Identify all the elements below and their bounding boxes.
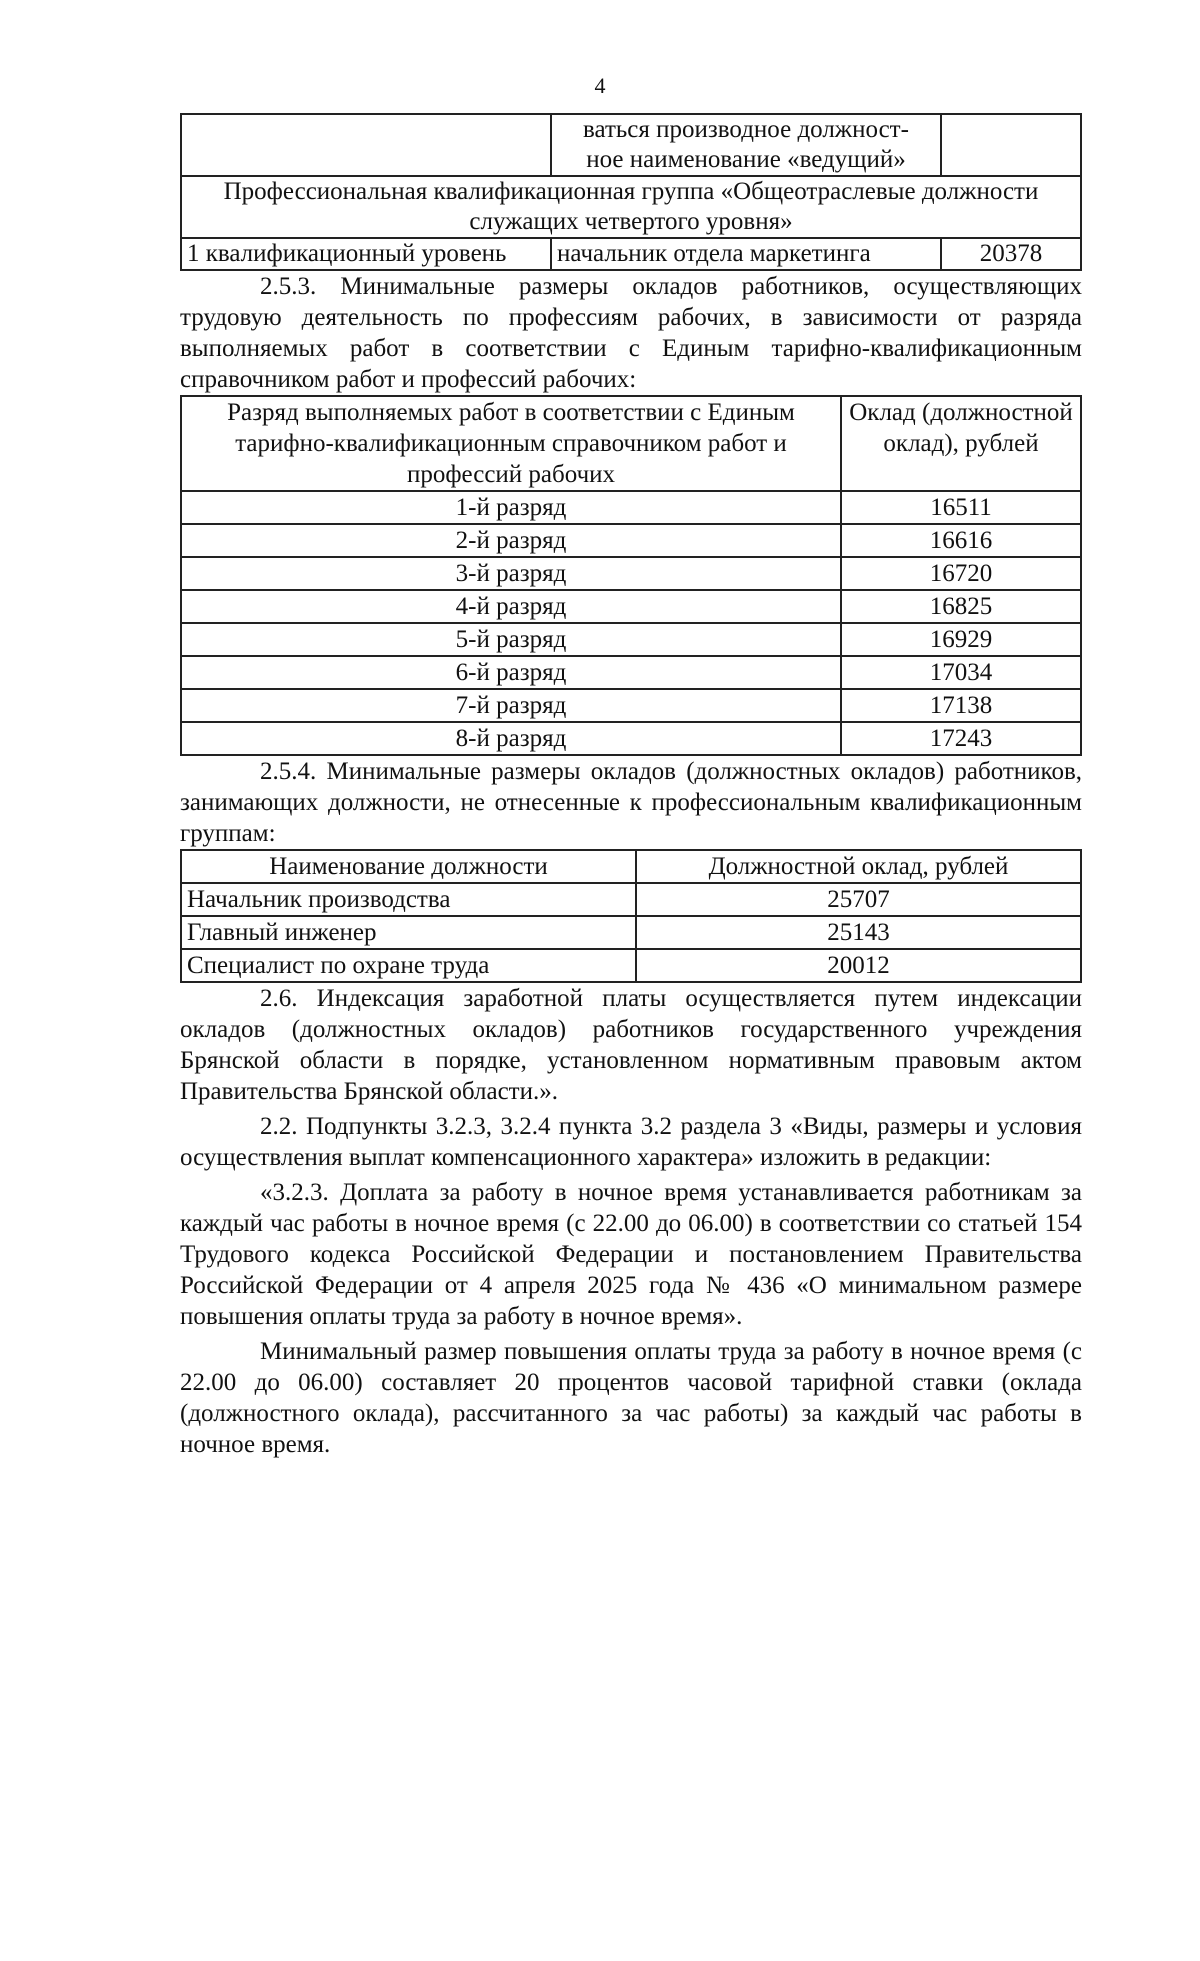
- table-row: [181, 916, 1081, 949]
- table-row: [181, 491, 1081, 524]
- salary-cell: 16720: [841, 557, 1081, 590]
- paragraph-2-5-3: 2.5.3. Минимальные размеры окладов работников, осуществляющих трудовую деятельность по профессиям рабочих, в зависимости от разряда выполняемых работ в соответствии с Единым тарифно-квалификационным справочником работ и профессий рабочих:: [180, 273, 1082, 393]
- table-row: [181, 722, 1081, 755]
- salary-cell: 17138: [841, 689, 1081, 722]
- level-cell: 1 квалификационный уровень: [181, 238, 551, 270]
- table-row: [181, 949, 1081, 982]
- group-header: Профессиональная квалификационная группа «Общеотраслевые должности служащих четвертого уровня»: [181, 176, 1081, 238]
- table-row: [181, 590, 1081, 623]
- salary-cell: 17243: [841, 722, 1081, 755]
- page-number: 4: [594, 73, 606, 98]
- position-cell: начальник отдела маркетинга: [551, 238, 941, 270]
- salary-cell: 16511: [841, 491, 1081, 524]
- table-row: [181, 238, 1081, 270]
- salary-cell: 20378: [941, 238, 1081, 270]
- rank-cell: 7-й разряд: [181, 689, 841, 722]
- position-cell: Начальник производства: [181, 883, 636, 916]
- salary-cell: 16929: [841, 623, 1081, 656]
- rank-cell: 8-й разряд: [181, 722, 841, 755]
- other-positions-table: [180, 849, 1082, 983]
- table-cell: ваться производное должност- ное наименование «ведущий»: [551, 114, 941, 176]
- table-row: [181, 883, 1081, 916]
- paragraph-minimum-size: Минимальный размер повышения оплаты труда за работу в ночное время (с 22.00 до 06.00) составляет 20 процентов часовой тарифной ставки (оклада (должностного оклада), рассчитанного за час работы) за каждый час работы в ночное время.: [180, 1338, 1082, 1458]
- rank-cell: 4-й разряд: [181, 590, 841, 623]
- position-header: Наименование должности: [181, 850, 636, 883]
- rank-header: Разряд выполняемых работ в соответствии с Единым тарифно-квалификационным справочником работ и профессий рабочих: [181, 396, 841, 491]
- page-content: [180, 113, 1082, 1460]
- table-header-row: [181, 396, 1081, 491]
- worker-ranks-table: [180, 395, 1082, 756]
- rank-cell: 2-й разряд: [181, 524, 841, 557]
- salary-cell: 25707: [636, 883, 1081, 916]
- paragraph-3-2-3: «3.2.3. Доплата за работу в ночное время устанавливается работникам за каждый час работы в ночное время (с 22.00 до 06.00) в соответствии со статьей 154 Трудового кодекса Российской Федерации и постановлением Правительства Российской Федерации от 4 апреля 2025 года № 436 «О минимальном размере повышения оплаты труда за работу в ночное время».: [180, 1179, 1082, 1330]
- rank-cell: 1-й разряд: [181, 491, 841, 524]
- qualification-table: [180, 113, 1082, 271]
- salary-cell: 16825: [841, 590, 1081, 623]
- position-cell: Главный инженер: [181, 916, 636, 949]
- rank-cell: 6-й разряд: [181, 656, 841, 689]
- table-row: [181, 176, 1081, 238]
- table-row: [181, 656, 1081, 689]
- salary-cell: 17034: [841, 656, 1081, 689]
- position-cell: Специалист по охране труда: [181, 949, 636, 982]
- rank-cell: 3-й разряд: [181, 557, 841, 590]
- salary-cell: 25143: [636, 916, 1081, 949]
- salary-cell: 16616: [841, 524, 1081, 557]
- table-cell: [181, 114, 551, 176]
- table-header-row: [181, 850, 1081, 883]
- table-row: [181, 114, 1081, 176]
- table-row: [181, 524, 1081, 557]
- salary-cell: 20012: [636, 949, 1081, 982]
- rank-cell: 5-й разряд: [181, 623, 841, 656]
- salary-header: Должностной оклад, рублей: [636, 850, 1081, 883]
- table-row: [181, 623, 1081, 656]
- table-row: [181, 689, 1081, 722]
- salary-header: Оклад (должностной оклад), рублей: [841, 396, 1081, 491]
- paragraph-2-5-4: 2.5.4. Минимальные размеры окладов (должностных окладов) работников, занимающих должности, не отнесенные к профессиональным квалификационным группам:: [180, 758, 1082, 847]
- table-cell: [941, 114, 1081, 176]
- table-row: [181, 557, 1081, 590]
- paragraph-2-6: 2.6. Индексация заработной платы осуществляется путем индексации окладов (должностных окладов) работников государственного учреждения Брянской области в порядке, установленном нормативным правовым актом Правительства Брянской области.».: [180, 985, 1082, 1105]
- paragraph-2-2: 2.2. Подпункты 3.2.3, 3.2.4 пункта 3.2 раздела 3 «Виды, размеры и условия осуществления выплат компенсационного характера» изложить в редакции:: [180, 1113, 1082, 1171]
